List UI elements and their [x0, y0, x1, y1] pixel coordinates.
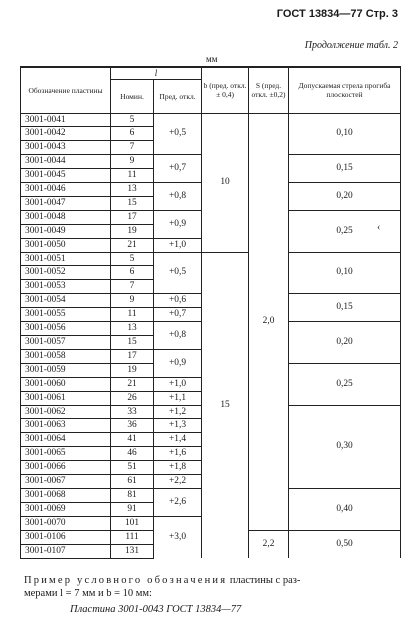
width-b: 10 — [202, 113, 249, 252]
row-nominal: 7 — [111, 141, 154, 155]
deviation: +0,8 — [154, 183, 202, 211]
row-nominal: 46 — [111, 447, 154, 461]
deviation: +2,6 — [154, 488, 202, 516]
flatness: 0,50 — [289, 530, 401, 558]
deviation: +0,5 — [154, 113, 202, 155]
row-nominal: 11 — [111, 308, 154, 322]
row-code: 3001-0069 — [21, 502, 111, 516]
row-code: 3001-0047 — [21, 196, 111, 210]
row-code: 3001-0043 — [21, 141, 111, 155]
row-code: 3001-0065 — [21, 447, 111, 461]
row-nominal: 91 — [111, 502, 154, 516]
flatness: 0,10 — [289, 252, 401, 294]
flatness: 0,40 — [289, 488, 401, 530]
flatness: 0,20 — [289, 183, 401, 211]
row-nominal: 5 — [111, 252, 154, 266]
dimensions-table — [20, 66, 401, 559]
row-nominal: 81 — [111, 488, 154, 502]
row-code: 3001-0051 — [21, 252, 111, 266]
flatness: 0,20 — [289, 322, 401, 364]
row-nominal: 36 — [111, 419, 154, 433]
page-number: Стр. 3 — [365, 8, 398, 20]
row-nominal: 9 — [111, 294, 154, 308]
row-code: 3001-0107 — [21, 544, 111, 558]
standard-number: ГОСТ 13834—77 — [276, 8, 363, 20]
row-code: 3001-0059 — [21, 363, 111, 377]
row-code: 3001-0063 — [21, 419, 111, 433]
row-nominal: 15 — [111, 196, 154, 210]
row-code: 3001-0055 — [21, 308, 111, 322]
row-code: 3001-0054 — [21, 294, 111, 308]
example-line1: пластины с раз- — [229, 575, 301, 586]
row-nominal: 6 — [111, 127, 154, 141]
row-nominal: 26 — [111, 391, 154, 405]
deviation: +1,6 — [154, 447, 202, 461]
row-nominal: 13 — [111, 322, 154, 336]
row-code: 3001-0046 — [21, 183, 111, 197]
deviation: +0,7 — [154, 308, 202, 322]
header-l-deviation: Пред. откл. — [154, 79, 202, 113]
row-nominal: 131 — [111, 544, 154, 558]
row-nominal: 61 — [111, 475, 154, 489]
flatness: 0,25 — [289, 210, 401, 252]
deviation: +1,4 — [154, 433, 202, 447]
row-nominal: 6 — [111, 266, 154, 280]
row-code: 3001-0106 — [21, 530, 111, 544]
row-code: 3001-0041 — [21, 113, 111, 127]
row-nominal: 41 — [111, 433, 154, 447]
page-header — [277, 8, 398, 20]
row-code: 3001-0050 — [21, 238, 111, 252]
deviation: +0,6 — [154, 294, 202, 308]
row-nominal: 9 — [111, 155, 154, 169]
row-code: 3001-0044 — [21, 155, 111, 169]
row-nominal: 21 — [111, 238, 154, 252]
row-nominal: 17 — [111, 210, 154, 224]
header-s: S (пред. откл. ±0,2) — [249, 67, 289, 113]
row-code: 3001-0052 — [21, 266, 111, 280]
row-code: 3001-0070 — [21, 516, 111, 530]
deviation: +0,8 — [154, 322, 202, 350]
row-code: 3001-0049 — [21, 224, 111, 238]
thickness-s: 2,0 — [249, 113, 289, 530]
example-lead: Пример условного обозначения — [24, 575, 228, 586]
thickness-s: 2,2 — [249, 530, 289, 558]
margin-mark: ‹ — [377, 222, 381, 233]
row-nominal: 5 — [111, 113, 154, 127]
row-code: 3001-0048 — [21, 210, 111, 224]
row-code: 3001-0056 — [21, 322, 111, 336]
unit-label: мм — [206, 54, 218, 64]
flatness: 0,10 — [289, 113, 401, 155]
row-nominal: 17 — [111, 349, 154, 363]
row-nominal: 51 — [111, 461, 154, 475]
row-nominal: 101 — [111, 516, 154, 530]
deviation: +0,5 — [154, 252, 202, 294]
row-nominal: 7 — [111, 280, 154, 294]
deviation: +1,2 — [154, 405, 202, 419]
row-nominal: 13 — [111, 183, 154, 197]
deviation: +0,9 — [154, 349, 202, 377]
row-nominal: 33 — [111, 405, 154, 419]
row-nominal: 11 — [111, 169, 154, 183]
deviation: +0,7 — [154, 155, 202, 183]
header-code: Обозначение пластины — [21, 67, 111, 113]
row-code: 3001-0064 — [21, 433, 111, 447]
deviation: +3,0 — [154, 516, 202, 558]
deviation: +1,3 — [154, 419, 202, 433]
row-code: 3001-0042 — [21, 127, 111, 141]
flatness: 0,30 — [289, 405, 401, 488]
deviation: +1,0 — [154, 377, 202, 391]
row-code: 3001-0068 — [21, 488, 111, 502]
row-code: 3001-0066 — [21, 461, 111, 475]
row-code: 3001-0058 — [21, 349, 111, 363]
header-b: b (пред. откл. ± 0,4) — [202, 67, 249, 113]
deviation: +0,9 — [154, 210, 202, 238]
row-code: 3001-0057 — [21, 336, 111, 350]
example-line1b: мерами l = 7 мм и b = 10 мм: — [24, 588, 152, 599]
row-code: 3001-0061 — [21, 391, 111, 405]
flatness: 0,15 — [289, 155, 401, 183]
deviation: +2,2 — [154, 475, 202, 489]
deviation: +1,8 — [154, 461, 202, 475]
row-code: 3001-0060 — [21, 377, 111, 391]
row-nominal: 19 — [111, 363, 154, 377]
flatness: 0,15 — [289, 294, 401, 322]
row-nominal: 21 — [111, 377, 154, 391]
header-l: l — [111, 67, 202, 79]
deviation: +1,0 — [154, 238, 202, 252]
designation-example — [24, 574, 404, 600]
row-nominal: 15 — [111, 336, 154, 350]
row-code: 3001-0053 — [21, 280, 111, 294]
deviation: +1,1 — [154, 391, 202, 405]
example-designation: Пластина 3001-0043 ГОСТ 13834—77 — [70, 604, 242, 615]
header-flatness: Допускаемая стрела прогиба плоскостей — [289, 67, 401, 113]
row-code: 3001-0067 — [21, 475, 111, 489]
header-l-nominal: Номин. — [111, 79, 154, 113]
flatness: 0,25 — [289, 363, 401, 405]
row-nominal: 111 — [111, 530, 154, 544]
table-continuation: Продолжение табл. 2 — [304, 40, 398, 51]
row-code: 3001-0045 — [21, 169, 111, 183]
row-nominal: 19 — [111, 224, 154, 238]
row-code: 3001-0062 — [21, 405, 111, 419]
width-b: 15 — [202, 252, 249, 558]
